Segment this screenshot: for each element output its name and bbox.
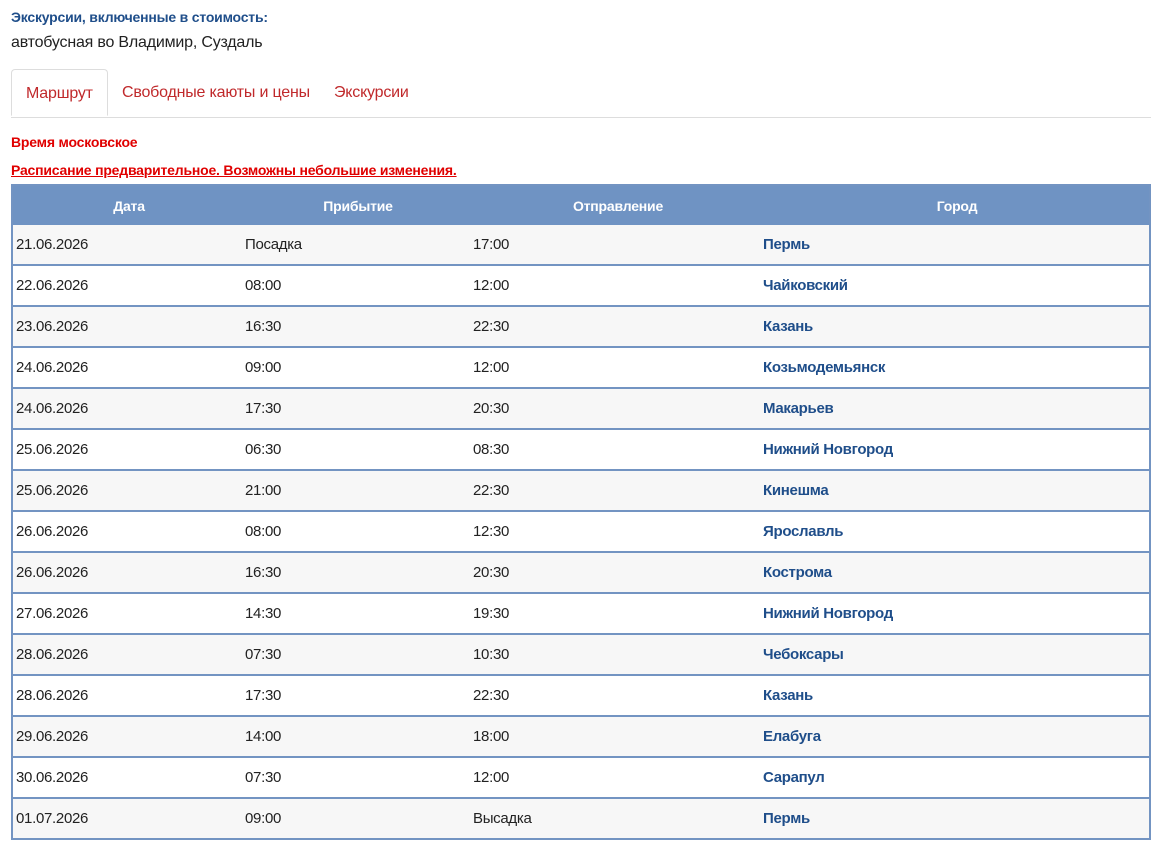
cell-arrival: 17:30	[245, 687, 282, 704]
cell-date: 22.06.2026	[16, 277, 89, 294]
table-row	[13, 592, 1149, 633]
table-row	[13, 305, 1149, 346]
tab-cabins-prices[interactable]: Свободные каюты и цены	[122, 84, 310, 101]
cell-date: 30.06.2026	[16, 769, 89, 786]
cell-departure: 22:30	[473, 687, 510, 704]
cell-departure: 08:30	[473, 441, 510, 458]
cell-arrival: 16:30	[245, 318, 282, 335]
tab-bar	[11, 69, 1151, 118]
table-row	[13, 674, 1149, 715]
cell-departure: 20:30	[473, 564, 510, 581]
excursions-value: автобусная во Владимир, Суздаль	[11, 34, 263, 51]
cell-departure: 22:30	[473, 482, 510, 499]
cell-arrival: 08:00	[245, 277, 282, 294]
cell-arrival: 07:30	[245, 769, 282, 786]
schedule-table	[11, 184, 1151, 840]
table-body	[13, 225, 1149, 838]
cell-city	[763, 646, 1149, 663]
header-departure: Отправление	[572, 197, 664, 214]
cell-city	[763, 728, 1149, 745]
cell-date: 26.06.2026	[16, 523, 89, 540]
city-link[interactable]: Сарапул	[763, 769, 825, 786]
cell-departure: 12:30	[473, 523, 510, 540]
table-row	[13, 510, 1149, 551]
cell-arrival: 17:30	[245, 400, 282, 417]
table-row	[13, 715, 1149, 756]
city-link[interactable]: Пермь	[763, 236, 810, 253]
table-row	[13, 387, 1149, 428]
city-link[interactable]: Козьмодемьянск	[763, 359, 886, 376]
cell-arrival: 06:30	[245, 441, 282, 458]
table-row	[13, 633, 1149, 674]
cell-date: 25.06.2026	[16, 441, 89, 458]
table-row	[13, 225, 1149, 264]
cell-date: 21.06.2026	[16, 236, 89, 253]
cell-arrival: Посадка	[245, 236, 302, 253]
cell-city	[763, 318, 1149, 335]
excursions-title: Экскурсии, включенные в стоимость:	[11, 9, 268, 25]
header-city: Город	[936, 197, 978, 214]
cell-city	[763, 564, 1149, 581]
city-link[interactable]: Чебоксары	[763, 646, 844, 663]
tab-route[interactable]: Маршрут	[11, 69, 108, 116]
cell-arrival: 14:00	[245, 728, 282, 745]
cell-city	[763, 400, 1149, 417]
cell-departure: 10:30	[473, 646, 510, 663]
city-link[interactable]: Нижний Новгород	[763, 441, 893, 458]
city-link[interactable]: Ярославль	[763, 523, 844, 540]
table-row	[13, 428, 1149, 469]
cell-date: 25.06.2026	[16, 482, 89, 499]
cell-departure: 17:00	[473, 236, 510, 253]
table-row	[13, 469, 1149, 510]
header-arrival: Прибытие	[323, 197, 393, 214]
table-header	[13, 186, 1149, 225]
cell-date: 27.06.2026	[16, 605, 89, 622]
cell-arrival: 07:30	[245, 646, 282, 663]
table-row	[13, 756, 1149, 797]
cell-city	[763, 359, 1149, 376]
city-link[interactable]: Кострома	[763, 564, 832, 581]
cell-city	[763, 277, 1149, 294]
cell-city	[763, 687, 1149, 704]
table-row	[13, 346, 1149, 387]
city-link[interactable]: Чайковский	[763, 277, 848, 294]
city-link[interactable]: Макарьев	[763, 400, 834, 417]
header-date: Дата	[113, 197, 145, 214]
cell-city	[763, 523, 1149, 540]
city-link[interactable]: Нижний Новгород	[763, 605, 893, 622]
table-row	[13, 264, 1149, 305]
cell-city	[763, 236, 1149, 253]
cell-date: 24.06.2026	[16, 400, 89, 417]
cell-date: 28.06.2026	[16, 687, 89, 704]
cell-departure: 18:00	[473, 728, 510, 745]
cell-city	[763, 441, 1149, 458]
cell-departure: 20:30	[473, 400, 510, 417]
cell-date: 28.06.2026	[16, 646, 89, 663]
cell-date: 26.06.2026	[16, 564, 89, 581]
cell-departure: 12:00	[473, 769, 510, 786]
cell-departure: Высадка	[473, 810, 532, 827]
city-link[interactable]: Кинешма	[763, 482, 829, 499]
schedule-warning: Расписание предварительное. Возможны небольшие изменения.	[11, 162, 457, 178]
time-zone-note: Время московское	[11, 134, 138, 150]
cell-date: 29.06.2026	[16, 728, 89, 745]
cell-departure: 12:00	[473, 277, 510, 294]
tab-excursions[interactable]: Экскурсии	[334, 84, 409, 101]
table-row	[13, 797, 1149, 838]
cell-departure: 22:30	[473, 318, 510, 335]
cell-arrival: 16:30	[245, 564, 282, 581]
cell-date: 01.07.2026	[16, 810, 89, 827]
cell-date: 23.06.2026	[16, 318, 89, 335]
cell-departure: 19:30	[473, 605, 510, 622]
cell-arrival: 09:00	[245, 359, 282, 376]
cell-city	[763, 810, 1149, 827]
cell-city	[763, 769, 1149, 786]
cell-arrival: 21:00	[245, 482, 282, 499]
city-link[interactable]: Елабуга	[763, 728, 821, 745]
city-link[interactable]: Казань	[763, 318, 813, 335]
cell-arrival: 14:30	[245, 605, 282, 622]
city-link[interactable]: Пермь	[763, 810, 810, 827]
table-row	[13, 551, 1149, 592]
cell-date: 24.06.2026	[16, 359, 89, 376]
cell-arrival: 09:00	[245, 810, 282, 827]
cell-arrival: 08:00	[245, 523, 282, 540]
city-link[interactable]: Казань	[763, 687, 813, 704]
cell-city	[763, 482, 1149, 499]
cell-departure: 12:00	[473, 359, 510, 376]
cell-city	[763, 605, 1149, 622]
